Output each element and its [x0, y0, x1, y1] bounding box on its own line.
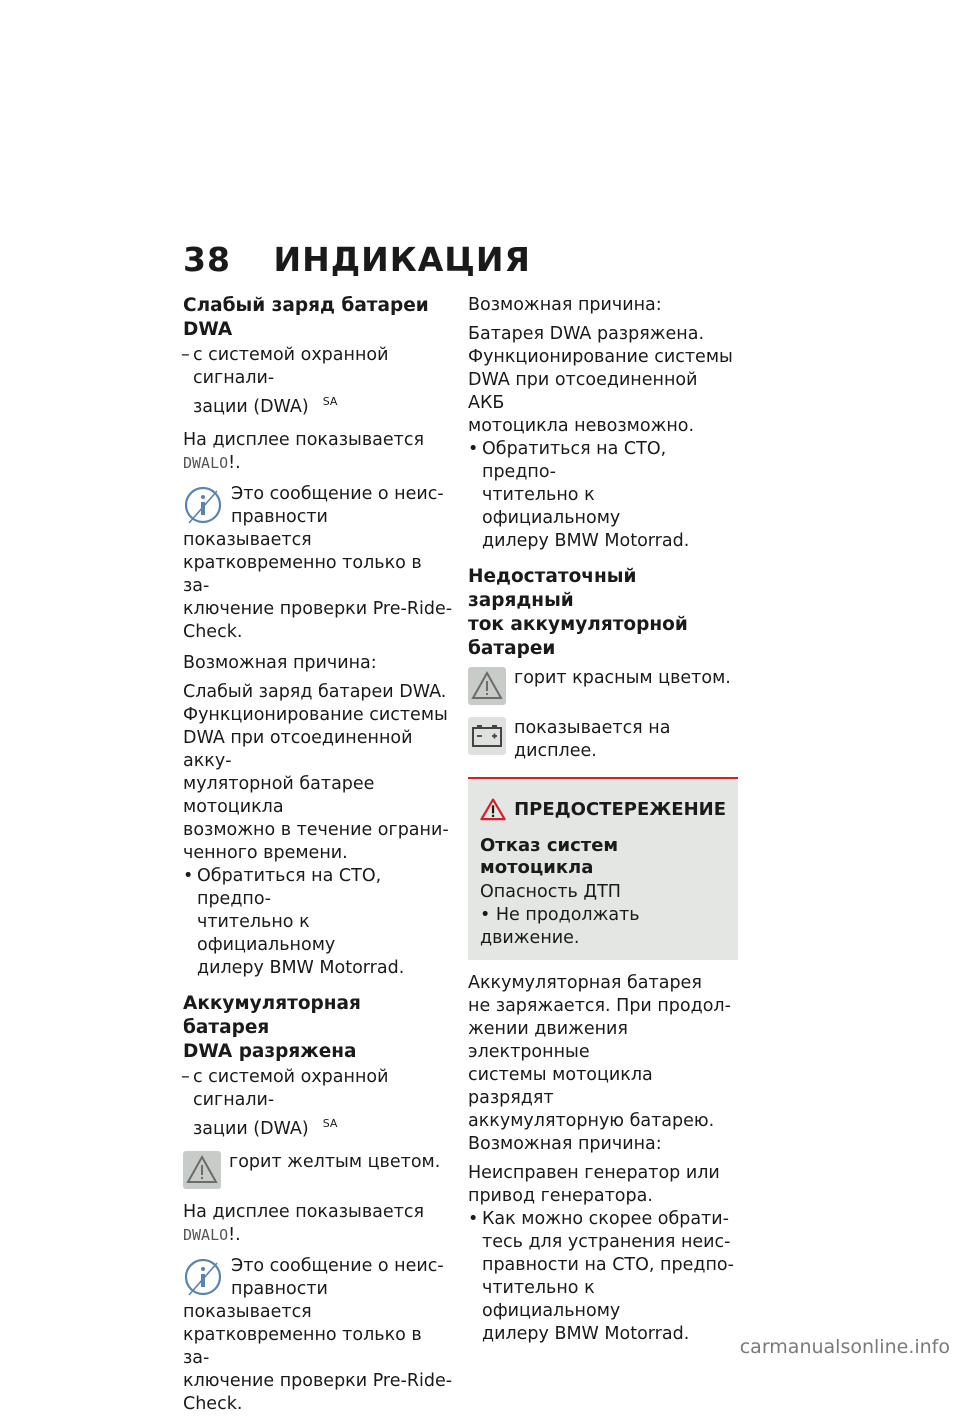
- watermark: carmanualsonline.info: [739, 1336, 950, 1358]
- sa-marker: SA: [322, 395, 338, 408]
- cause-text: Неисправен генератор или привод генератора.: [468, 1163, 720, 1206]
- display-text: На дисплее показывается: [183, 1201, 424, 1222]
- possible-cause: Возможная причина:: [468, 1134, 662, 1154]
- warning-danger: Опасность ДТП: [480, 882, 621, 902]
- warning-subtitle: Отказ систем мотоцикла: [480, 835, 619, 878]
- sa-marker: SA: [322, 1116, 338, 1130]
- cause-text: Батарея DWA разряжена. Функционирование системы DWA при отсоединенной АКБ мотоцикла невозможно.: [468, 324, 733, 436]
- display-code: DWALO!.: [183, 1224, 241, 1245]
- section-heading-weak-charge: Слабый заряд батареи DWA: [183, 295, 429, 340]
- warning-triangle-icon: [468, 667, 506, 705]
- warning-action: • Не продолжать движение.: [480, 905, 640, 948]
- equipment-note: – с системой охранной сигнали- зации (DWA) $^{SA}$: [181, 345, 389, 417]
- info-icon: [183, 483, 227, 529]
- consequence-text: Аккумуляторная батарея не заряжается. При продол- жении движения электронные системы мотоцикла разрядят аккумуляторную батарею.: [468, 973, 731, 1131]
- info-icon: [183, 1255, 227, 1301]
- display-code: DWALO!.: [183, 452, 241, 473]
- equipment-note: – с системой охранной сигнали- зации (DWA) $^{SA}$: [181, 1066, 389, 1139]
- battery-icon: [468, 717, 506, 755]
- cause-text: Слабый заряд батареи DWA. Функционирование системы DWA при отсоединенной акку- муляторной батарее мотоцикла возможно в течение ограни- ченного времени.: [183, 681, 449, 863]
- info-note: Это сообщение о неис- правности показывается кратковременно только в за- ключение проверки Pre-Ride- Check.: [183, 1255, 453, 1414]
- page-number: 38: [183, 240, 231, 279]
- possible-cause: Возможная причина:: [468, 295, 662, 315]
- red-warning-row: горит красным цветом.: [468, 667, 738, 705]
- left-column: [183, 294, 453, 1424]
- warning-triangle-icon: [183, 1151, 221, 1189]
- danger-triangle-icon: [480, 793, 506, 825]
- warning-title: ПРЕДОСТЕРЕЖЕНИЕ: [514, 798, 726, 820]
- yellow-warning-row: горит желтым цветом.: [183, 1151, 453, 1189]
- action-bullet: • Как можно скорее обрати- тесь для устранения неис- правности на СТО, предпо- чтительно к официальному дилеру BMW Motorrad.: [468, 1209, 734, 1344]
- warning-box: [468, 777, 738, 960]
- section-heading-dwa-empty: Аккумуляторная батарея DWA разряжена: [183, 992, 361, 1062]
- page-title: ИНДИКАЦИЯ: [273, 240, 531, 279]
- battery-display-row: показывается на дисплее.: [468, 717, 738, 763]
- section-heading-low-current: Недостаточный зарядный ток аккумуляторной батареи: [468, 566, 688, 659]
- display-text: На дисплее показывается: [183, 429, 424, 450]
- action-bullet: • Обратиться на СТО, предпо- чтительно к официальному дилеру BMW Motorrad.: [468, 439, 690, 551]
- info-note: Это сообщение о неис- правности показывается кратковременно только в за- ключение проверки Pre-Ride- Check.: [183, 483, 453, 642]
- possible-cause: Возможная причина:: [183, 652, 377, 673]
- action-bullet: • Обратиться на СТО, предпо- чтительно к официальному дилеру BMW Motorrad.: [183, 865, 405, 978]
- page-header: [183, 240, 531, 279]
- right-column: [468, 294, 738, 1356]
